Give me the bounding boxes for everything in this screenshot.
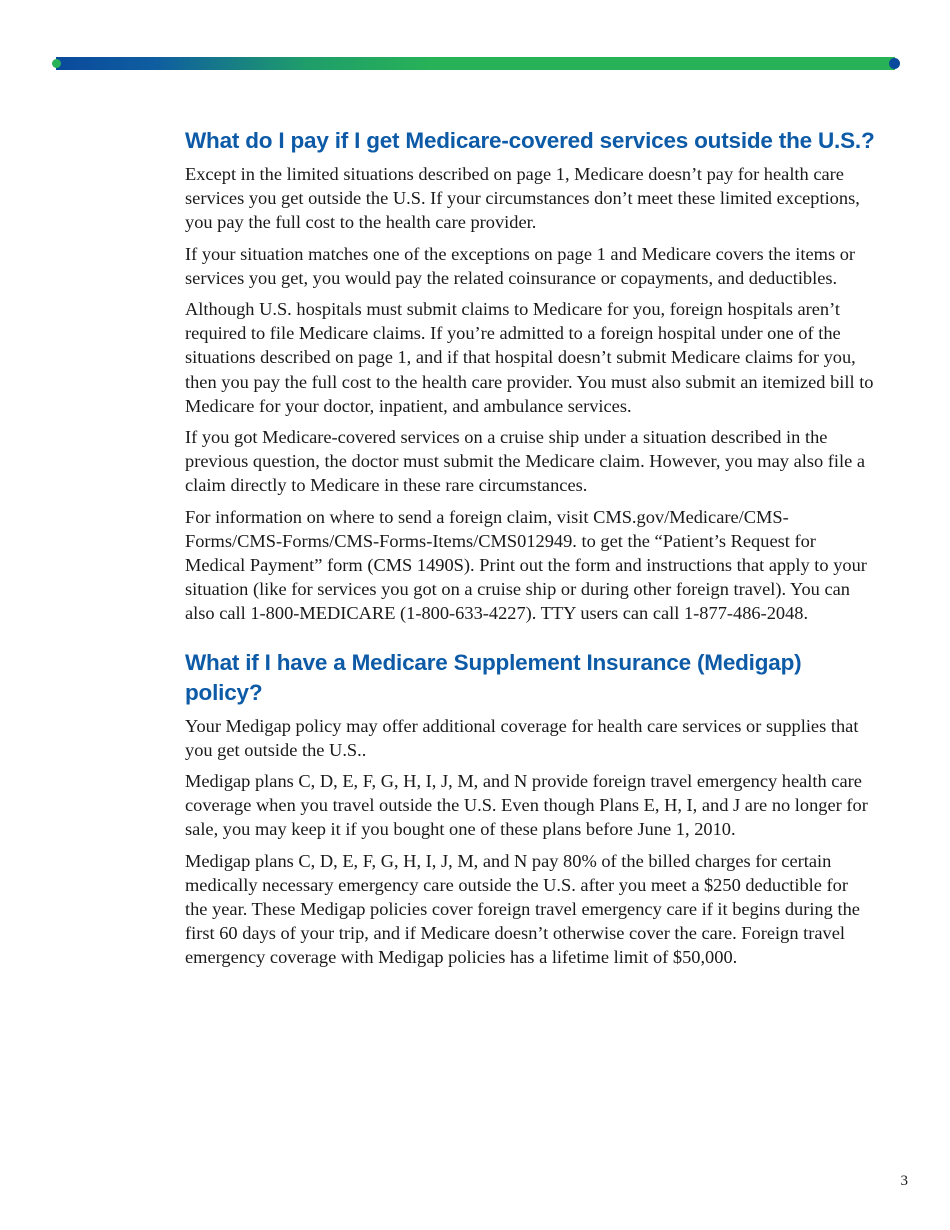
paragraph: Medigap plans C, D, E, F, G, H, I, J, M, and N provide foreign travel emergency health care coverage when you travel outside the U.S. Even though Plans E, H, I, and J are no longer for sale, you may keep it if you bought one of these plans before June 1, 2010. <box>185 771 868 840</box>
paragraph: If your situation matches one of the exceptions on page 1 and Medicare covers the items or services you get, you would pay the related coinsurance or copayments, and deductibles. <box>185 243 856 288</box>
paragraph: If you got Medicare-covered services on a cruise ship under a situation described in the previous question, the doctor must submit the Medicare claim. However, you may also file a claim directly to Medicare in these rare circumstances. <box>185 427 866 496</box>
paragraph: For information on where to send a foreign claim, visit CMS.gov/Medicare/CMS-Forms/CMS-Forms/CMS-Forms-Items/CMS012949. to get the “Patient’s Request for Medical Payment” form (CMS 1490S). Print out the form and instructions that apply to your situation (like for services you got on a cruise ship or during other foreign travel). You can also call 1-800-MEDICARE (1-800-633-4227). TTY users can call 1-877-486-2048. <box>185 506 867 624</box>
page-content <box>185 126 875 977</box>
header-bar-left-dot <box>52 59 61 68</box>
header-bar-right-dot <box>889 58 900 69</box>
paragraph: Although U.S. hospitals must submit claims to Medicare for you, foreign hospitals aren’t required to file Medicare claims. If you’re admitted to a foreign hospital under one of the situations described on page 1, and if that hospital doesn’t submit Medicare claims for you, then you pay the full cost to the health care provider. You must also submit an itemized bill to Medicare for your doctor, inpatient, and ambulance services. <box>185 299 874 416</box>
page-number: 3 <box>900 1173 908 1189</box>
paragraph: Your Medigap policy may offer additional coverage for health care services or supplies that you get outside the U.S.. <box>185 715 859 760</box>
section-heading-foreign-costs: What do I pay if I get Medicare-covered services outside the U.S.? <box>185 128 875 153</box>
section-heading-medigap: What if I have a Medicare Supplement Insurance (Medigap) policy? <box>185 649 802 705</box>
paragraph: Medigap plans C, D, E, F, G, H, I, J, M, and N pay 80% of the billed charges for certain medically necessary emergency care outside the U.S. after you meet a $250 deductible for the year. These Medigap policies cover foreign travel emergency care if it begins during the first 60 days of your trip, and if Medicare doesn’t otherwise cover the care. Foreign travel emergency coverage with Medigap policies has a lifetime limit of $50,000. <box>185 850 860 968</box>
paragraph: Except in the limited situations described on page 1, Medicare doesn’t pay for health care services you get outside the U.S. If your circumstances don’t meet these limited exceptions, you pay the full cost to the health care provider. <box>185 164 860 233</box>
header-gradient-bar <box>56 57 895 70</box>
